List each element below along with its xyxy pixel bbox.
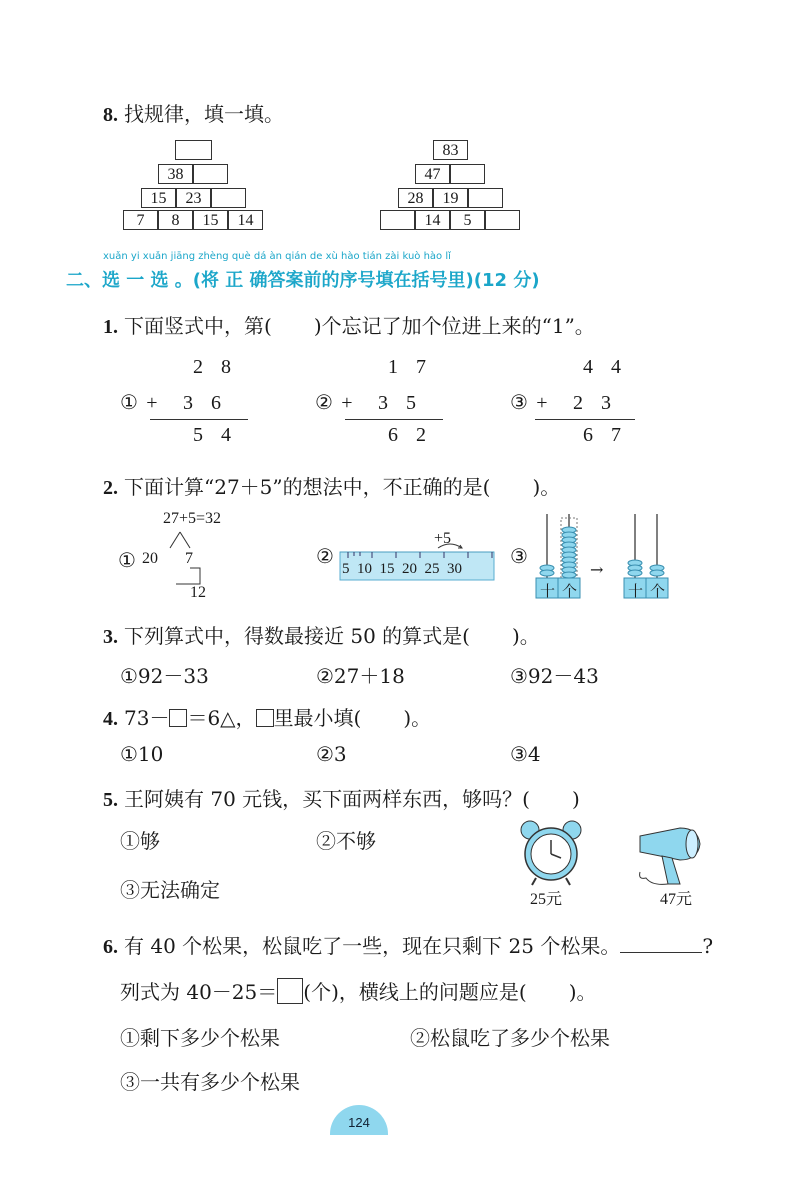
price-label: 47元	[660, 891, 693, 908]
q2-option-2	[316, 530, 506, 590]
q4-text: 4. 73－ ＝6△， 里最小填( )。	[103, 706, 432, 730]
q3-text: 3. 下列算式中，得数最接近 50 的算式是( )。	[103, 624, 540, 648]
q6-option-1[interactable]: ①剩下多少个松果	[120, 1026, 280, 1050]
box-icon	[169, 709, 187, 727]
pyramid-cell[interactable]	[485, 210, 520, 230]
q1-text: 1. 下面竖式中，第( )个忘记了加个位进上来的“1”。	[103, 314, 595, 338]
step-label: +5	[434, 530, 452, 547]
q3-option-2[interactable]: ②27＋18	[316, 664, 405, 688]
pyramid-cell[interactable]	[211, 188, 246, 208]
option-label: ①	[118, 548, 136, 572]
pyramid-cell: 47	[415, 164, 450, 184]
equation: 27+5=32	[163, 510, 222, 527]
price-label: 25元	[530, 891, 563, 908]
q4-option-3[interactable]: ③4	[510, 742, 541, 766]
vertical-calc-2: 1 7 ② + 3 5 6 2	[315, 352, 455, 452]
option-label: ②	[316, 544, 334, 568]
q8-title: 8. 找规律，填一填。	[103, 102, 284, 126]
section-heading: 二、选 一 选 。(将 正 确答案前的序号填在括号里)(12 分)	[66, 270, 540, 291]
pyramid-cell: 23	[176, 188, 211, 208]
page-number: 124	[330, 1105, 388, 1135]
pyramid-cell: 7	[123, 210, 158, 230]
q5-option-2[interactable]: ②不够	[316, 829, 376, 853]
q5-option-1[interactable]: ①够	[120, 829, 160, 853]
pyramid-cell: 83	[433, 140, 468, 160]
answer-box[interactable]	[277, 978, 303, 1004]
q4-option-1[interactable]: ①10	[120, 742, 164, 766]
question-blank[interactable]	[620, 932, 702, 953]
pyramid-cell[interactable]	[175, 140, 212, 160]
pyramid-cell: 28	[398, 188, 433, 208]
pyramid-cell: 14	[228, 210, 263, 230]
pyramid-cell[interactable]	[380, 210, 415, 230]
pyramid-cell: 15	[141, 188, 176, 208]
box-icon	[256, 709, 274, 727]
ones-label: 个	[650, 582, 666, 600]
pyramid-cell: 19	[433, 188, 468, 208]
q2-option-3	[510, 508, 675, 603]
tens-label: 十	[540, 582, 556, 600]
q6-text: 6. 有 40 个松果，松鼠吃了一些，现在只剩下 25 个松果。 ?	[103, 934, 714, 958]
q6-option-2[interactable]: ②松鼠吃了多少个松果	[410, 1026, 610, 1050]
number: 12	[190, 584, 206, 601]
pyramid-cell: 15	[193, 210, 228, 230]
pyramid-cell[interactable]	[450, 164, 485, 184]
arrow-icon: →	[590, 560, 604, 579]
q5-text: 5. 王阿姨有 70 元钱，买下面两样东西，够吗？( )	[103, 787, 580, 811]
ruler-numbers: 5 10 15 20 25 30	[342, 561, 462, 577]
tens-label: 十	[628, 582, 644, 600]
number: 7	[185, 550, 193, 567]
q2-text: 2. 下面计算“27＋5”的想法中，不正确的是( )。	[103, 475, 561, 499]
q2-option-1	[118, 510, 258, 605]
pyramid-cell: 5	[450, 210, 485, 230]
vertical-calc-1: 2 8 ① + 3 6 5 4	[120, 352, 260, 452]
q3-option-3[interactable]: ③92－43	[510, 664, 599, 688]
pyramid-cell: 8	[158, 210, 193, 230]
option-label: ③	[510, 544, 528, 568]
vertical-calc-3: 4 4 ③ + 2 3 6 7	[510, 352, 650, 452]
q5-option-3[interactable]: ③无法确定	[120, 878, 220, 902]
hair-dryer-icon	[632, 822, 704, 892]
pyramid-cell[interactable]	[468, 188, 503, 208]
q3-option-1[interactable]: ①92－33	[120, 664, 209, 688]
ruler	[338, 530, 498, 590]
q4-option-2[interactable]: ②3	[316, 742, 347, 766]
q6-equation: 列式为 40－25＝ (个)，横线上的问题应是( )。	[120, 980, 597, 1004]
pyramid-cell: 14	[415, 210, 450, 230]
pyramid-cell: 38	[158, 164, 193, 184]
number: 20	[142, 550, 158, 567]
q6-option-3[interactable]: ③一共有多少个松果	[120, 1070, 300, 1094]
pyramid-cell[interactable]	[193, 164, 228, 184]
ones-label: 个	[562, 582, 578, 600]
alarm-clock-icon	[518, 818, 584, 888]
section-pinyin: xuǎn yi xuǎn jiāng zhèng què dá àn qián de xù hào tián zài kuò hào lǐ	[103, 251, 451, 262]
